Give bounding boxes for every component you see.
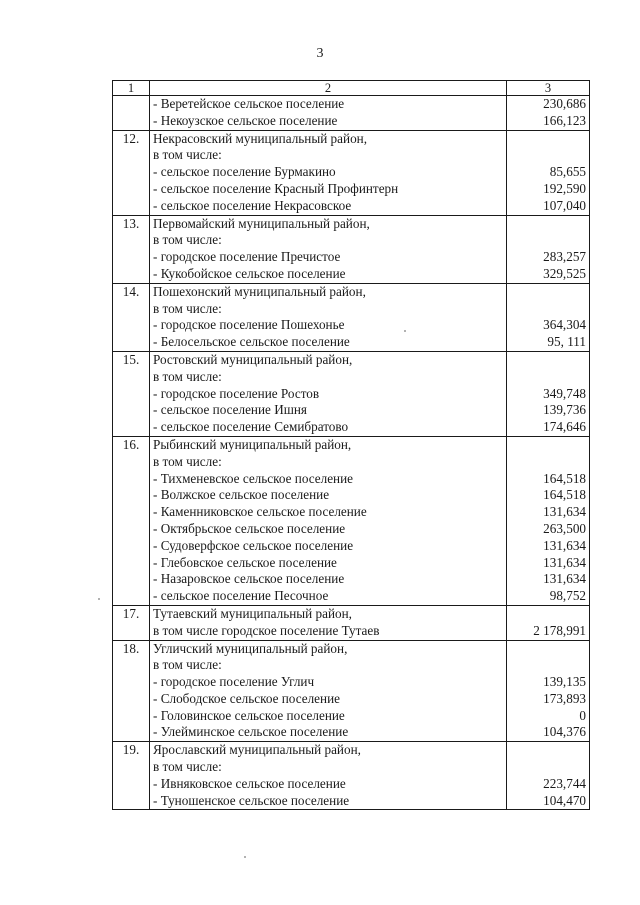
header-col-2: 2 xyxy=(150,81,507,96)
value-line: 164,518 xyxy=(543,470,586,486)
row-number xyxy=(113,96,150,131)
scan-speck xyxy=(98,598,100,600)
name-line: - сельское поселение Красный Профинтерн xyxy=(153,180,399,196)
value-line: 139,736 xyxy=(543,402,586,418)
row-number: 12. xyxy=(113,130,150,215)
value-line: 131,634 xyxy=(543,537,586,553)
value-line: 349,748 xyxy=(543,385,586,401)
table-header-row xyxy=(113,81,590,96)
table-row xyxy=(113,436,590,605)
name-line: - Белосельское сельское поселение xyxy=(153,334,350,350)
row-value-cell xyxy=(507,283,590,351)
value-line: 139,135 xyxy=(543,674,586,690)
name-line: Рыбинский муниципальный район, xyxy=(153,436,352,452)
name-line: - сельское поселение Бурмакино xyxy=(153,164,336,180)
row-name-cell xyxy=(150,96,507,131)
value-line: 104,376 xyxy=(543,724,586,740)
name-line: - Слободское сельское поселение xyxy=(153,690,340,706)
name-line: - Каменниковское сельское поселение xyxy=(153,504,367,520)
row-name-cell xyxy=(150,605,507,640)
name-line: Ростовский муниципальный район, xyxy=(153,351,353,367)
row-value-cell xyxy=(507,130,590,215)
row-name-cell xyxy=(150,215,507,283)
name-line: - Глебовское сельское поселение xyxy=(153,554,337,570)
row-value-cell xyxy=(507,351,590,436)
value-line xyxy=(510,352,586,369)
name-line: в том числе: xyxy=(153,657,222,673)
value-line: 131,634 xyxy=(543,554,586,570)
name-line: - Волжское сельское поселение xyxy=(153,487,330,503)
name-line: - сельское поселение Семибратово xyxy=(153,419,349,435)
value-line: 131,634 xyxy=(543,571,586,587)
name-line: Тутаевский муниципальный район, xyxy=(153,605,352,621)
name-line: Некрасовский муниципальный район, xyxy=(153,130,368,146)
row-value-cell xyxy=(507,436,590,605)
value-line xyxy=(510,454,586,471)
name-line: Первомайский муниципальный район, xyxy=(153,215,370,231)
name-line: - городское поселение Пречистое xyxy=(153,249,341,265)
name-line: в том числе: xyxy=(153,147,222,163)
name-line: - Веретейское сельское поселение xyxy=(153,96,345,111)
name-line: в том числе: xyxy=(153,453,222,469)
row-number: 14. xyxy=(113,283,150,351)
value-line: 192,590 xyxy=(543,180,586,196)
value-line xyxy=(510,759,586,776)
scan-speck xyxy=(244,856,246,858)
allocation-table xyxy=(112,80,590,810)
value-line xyxy=(510,301,586,318)
name-line: Ярославский муниципальный район, xyxy=(153,742,361,758)
name-line: - Октябрьское сельское поселение xyxy=(153,520,346,536)
value-line: 223,744 xyxy=(543,775,586,791)
name-line: Угличский муниципальный район, xyxy=(153,640,348,656)
value-line xyxy=(510,657,586,674)
name-line: - Кукобойское сельское поселение xyxy=(153,265,346,281)
table-body xyxy=(113,81,590,810)
table-row xyxy=(113,605,590,640)
value-line: 173,893 xyxy=(543,690,586,706)
row-value-cell xyxy=(507,605,590,640)
name-line: - Тихменевское сельское поселение xyxy=(153,470,354,486)
value-line xyxy=(510,369,586,386)
row-name-cell xyxy=(150,436,507,605)
value-line: 283,257 xyxy=(543,249,586,265)
value-line: 164,518 xyxy=(543,487,586,503)
page-number: 3 xyxy=(316,46,324,61)
name-line: - городское поселение Ростов xyxy=(153,385,320,401)
table-row xyxy=(113,96,590,131)
value-line xyxy=(510,147,586,164)
row-number: 13. xyxy=(113,215,150,283)
value-line xyxy=(510,131,586,148)
table-row xyxy=(113,351,590,436)
name-line: в том числе: xyxy=(153,300,222,316)
row-name-cell xyxy=(150,351,507,436)
value-line: 95, 111 xyxy=(547,334,586,350)
table-row xyxy=(113,742,590,810)
name-line: - Некоузское сельское поселение xyxy=(153,112,338,128)
table-row xyxy=(113,640,590,742)
row-value-cell xyxy=(507,640,590,742)
value-line: 85,655 xyxy=(549,164,586,180)
value-line: 0 xyxy=(579,707,586,723)
table-row xyxy=(113,215,590,283)
value-line: 104,470 xyxy=(543,792,586,808)
name-line: Пошехонский муниципальный район, xyxy=(153,283,366,299)
name-line: в том числе: xyxy=(153,232,222,248)
value-line: 230,686 xyxy=(543,96,586,111)
row-number: 18. xyxy=(113,640,150,742)
name-line: в том числе: xyxy=(153,759,222,775)
name-line: - сельское поселение Ишня xyxy=(153,402,307,418)
scan-speck xyxy=(404,330,406,332)
row-number: 19. xyxy=(113,742,150,810)
value-line: 131,634 xyxy=(543,504,586,520)
value-line: 174,646 xyxy=(543,419,586,435)
name-line: - Улейминское сельское поселение xyxy=(153,724,349,740)
value-line xyxy=(510,742,586,759)
row-number: 16. xyxy=(113,436,150,605)
table-row xyxy=(113,130,590,215)
row-name-cell xyxy=(150,640,507,742)
value-line: 329,525 xyxy=(543,265,586,281)
row-number: 15. xyxy=(113,351,150,436)
value-line xyxy=(510,216,586,233)
row-value-cell xyxy=(507,742,590,810)
row-value-cell xyxy=(507,215,590,283)
value-line xyxy=(510,232,586,249)
value-line: 107,040 xyxy=(543,197,586,213)
row-name-cell xyxy=(150,283,507,351)
value-line: 166,123 xyxy=(543,112,586,128)
name-line: - Ивняковское сельское поселение xyxy=(153,775,346,791)
value-line: 263,500 xyxy=(543,520,586,536)
name-line: в том числе: xyxy=(153,368,222,384)
value-line: 364,304 xyxy=(543,317,586,333)
name-line: - Головинское сельское поселение xyxy=(153,707,345,723)
name-line: - городское поселение Пошехонье xyxy=(153,317,345,333)
row-number: 17. xyxy=(113,605,150,640)
value-line xyxy=(510,641,586,658)
name-line: - сельское поселение Некрасовское xyxy=(153,197,352,213)
name-line: - сельское поселение Песочное xyxy=(153,588,329,604)
row-value-cell xyxy=(507,96,590,131)
name-line: - городское поселение Углич xyxy=(153,674,315,690)
value-line: 98,752 xyxy=(549,588,586,604)
value-line: 2 178,991 xyxy=(533,622,586,638)
value-line xyxy=(510,437,586,454)
name-line: в том числе городское поселение Тутаев xyxy=(153,622,380,638)
name-line: - Назаровское сельское поселение xyxy=(153,571,345,587)
name-line: - Туношенское сельское поселение xyxy=(153,792,350,808)
value-line xyxy=(510,606,586,623)
value-line xyxy=(510,284,586,301)
header-col-1: 1 xyxy=(113,81,150,96)
header-col-3: 3 xyxy=(507,81,590,96)
row-name-cell xyxy=(150,742,507,810)
row-name-cell xyxy=(150,130,507,215)
name-line: - Судоверфское сельское поселение xyxy=(153,537,354,553)
table-row xyxy=(113,283,590,351)
